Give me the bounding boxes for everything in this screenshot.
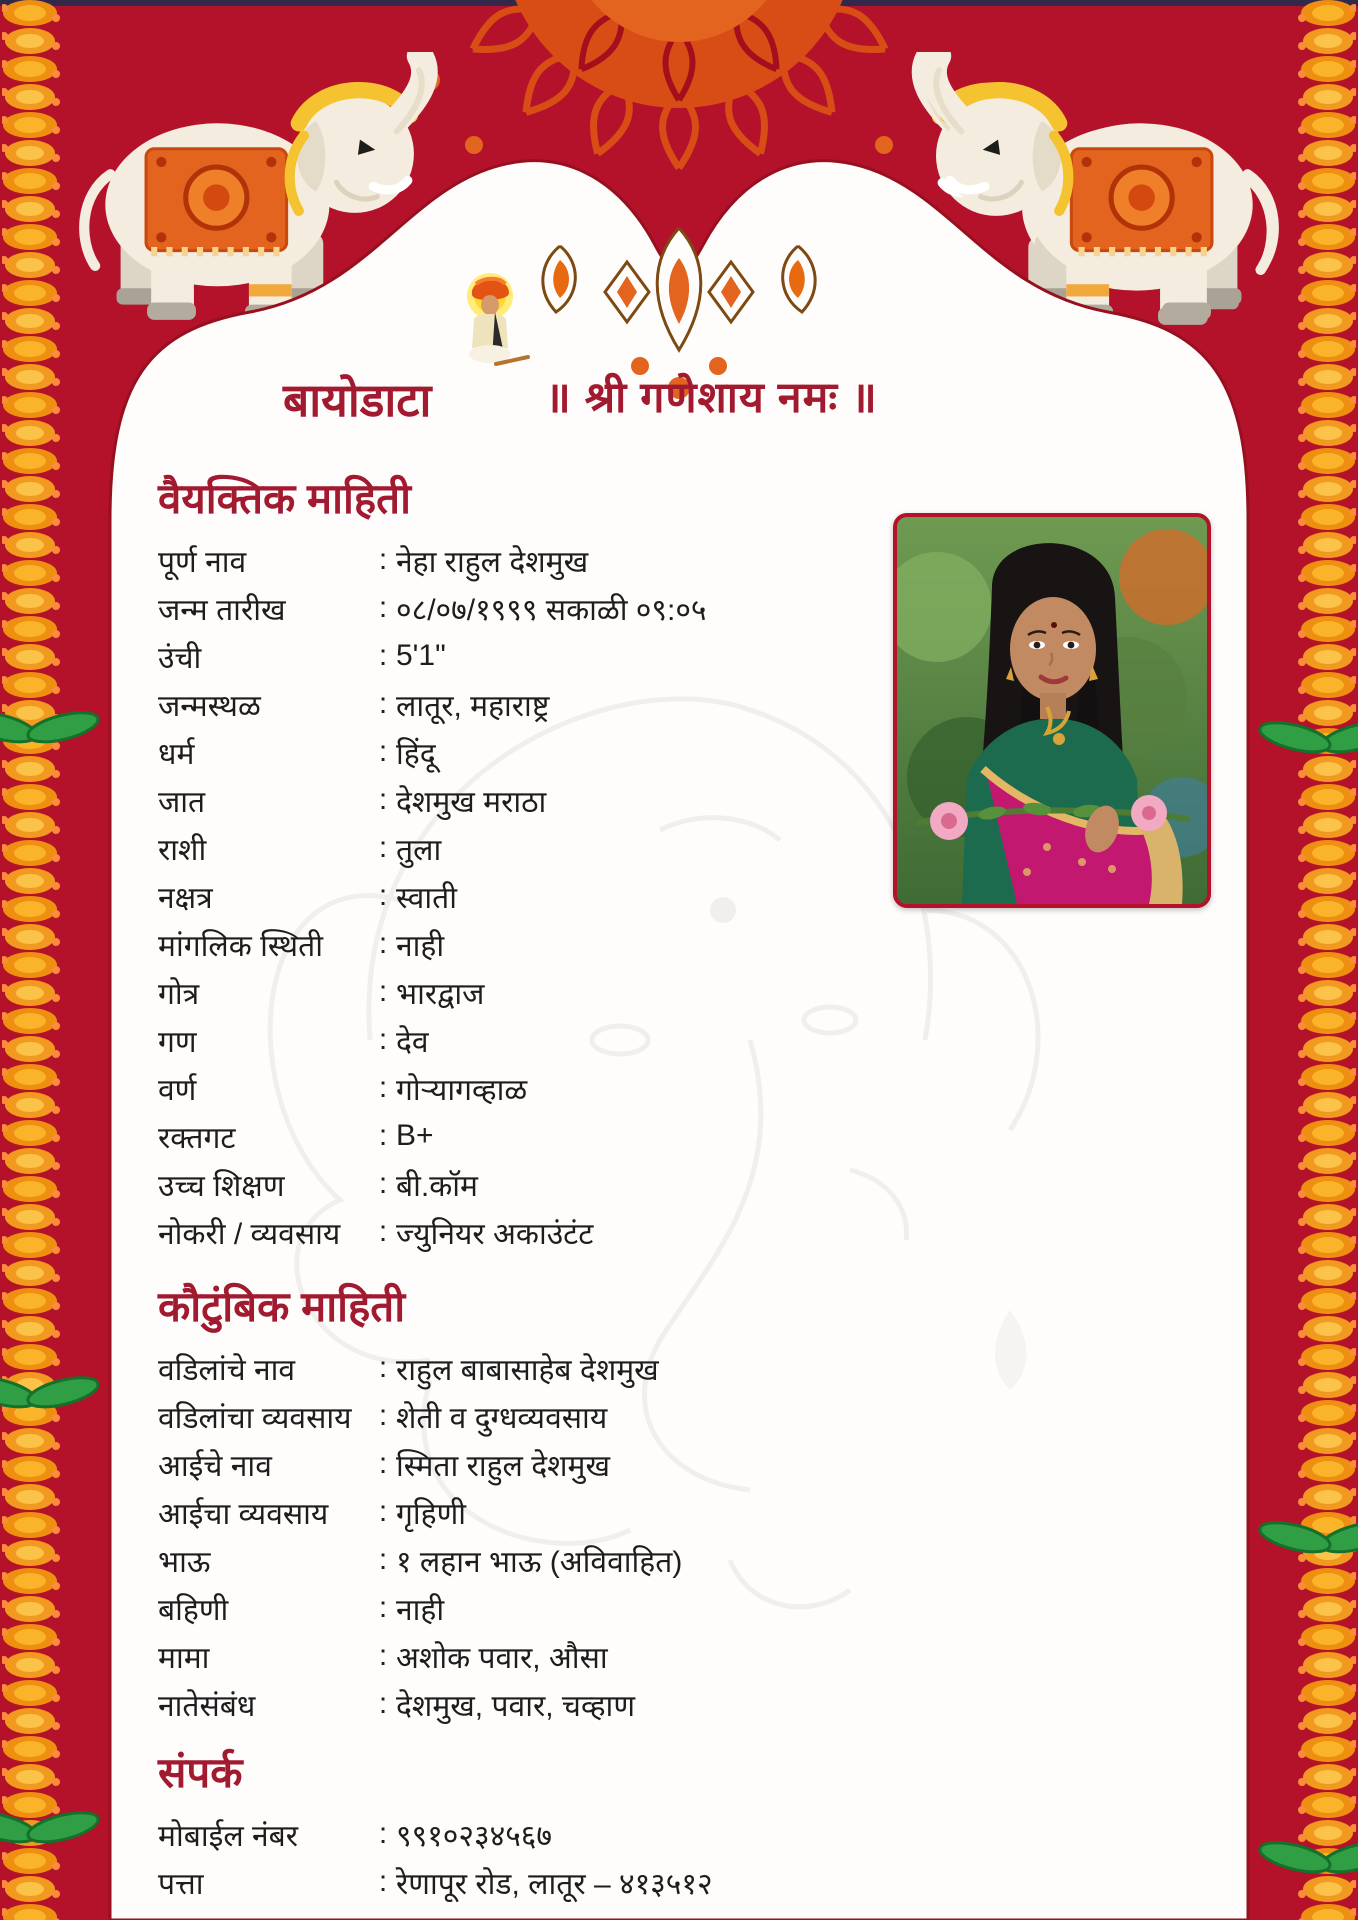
field-value: बी.कॉम [396, 1169, 478, 1203]
field-label: उच्च शिक्षण [158, 1169, 285, 1203]
field-row [158, 1112, 898, 1160]
field-value: नाही [396, 1593, 445, 1627]
field-value: गोऱ्यागव्हाळ [396, 1073, 528, 1107]
field-label: पत्ता [158, 1867, 204, 1901]
field-label: आईचे नाव [158, 1449, 272, 1483]
colon-separator: : [378, 1687, 388, 1720]
field-row [158, 1680, 898, 1728]
field-label: जात [158, 785, 206, 819]
field-row [158, 536, 898, 584]
field-row [158, 776, 898, 824]
field-label: नक्षत्र [158, 881, 213, 915]
field-value: देशमुख मराठा [396, 785, 547, 819]
field-row [158, 1016, 898, 1064]
field-row [158, 1810, 898, 1858]
field-label: आईचा व्यवसाय [158, 1497, 329, 1531]
field-label: वडिलांचा व्यवसाय [158, 1401, 352, 1435]
field-label: जन्म तारीख [158, 593, 286, 627]
field-value: देव [396, 1025, 429, 1059]
field-label: धर्म [158, 737, 195, 771]
field-row [158, 1392, 898, 1440]
colon-separator: : [378, 735, 388, 768]
field-row [158, 1632, 898, 1680]
field-row [158, 680, 898, 728]
colon-separator: : [378, 1865, 388, 1898]
field-value: स्मिता राहुल देशमुख [396, 1449, 611, 1483]
field-value: १ लहान भाऊ (अविवाहित) [396, 1545, 683, 1579]
colon-separator: : [378, 1639, 388, 1672]
field-row [158, 1064, 898, 1112]
section-family [158, 1280, 898, 1728]
section-personal [158, 472, 898, 1256]
field-row [158, 1584, 898, 1632]
colon-separator: : [378, 975, 388, 1008]
field-value: अशोक पवार, औसा [396, 1641, 608, 1675]
field-value: ज्युनियर अकाउंटंट [396, 1217, 594, 1251]
field-value: स्वाती [396, 881, 457, 915]
colon-separator: : [378, 687, 388, 720]
field-value: ९९१०२३४५६७ [396, 1819, 552, 1853]
field-value: नाही [396, 929, 445, 963]
colon-separator: : [378, 1495, 388, 1528]
section-heading-family: कौटुंबिक माहिती [158, 1283, 406, 1330]
field-value: भारद्वाज [396, 977, 485, 1011]
field-value: तुला [396, 833, 442, 867]
saint-icon [448, 268, 532, 372]
field-value: B+ [396, 1119, 434, 1152]
field-row [158, 1858, 898, 1906]
field-label: मोबाईल नंबर [158, 1819, 299, 1853]
field-value: 5'1" [396, 639, 446, 672]
colon-separator: : [378, 831, 388, 864]
field-label: रक्तगट [158, 1121, 236, 1155]
field-value: शेती व दुग्धव्यवसाय [396, 1401, 608, 1435]
colon-separator: : [378, 543, 388, 576]
field-label: जन्मस्थळ [158, 689, 261, 723]
colon-separator: : [378, 1399, 388, 1432]
field-value: हिंदू [396, 737, 436, 771]
field-label: उंची [158, 641, 202, 675]
field-row [158, 584, 898, 632]
colon-separator: : [378, 1591, 388, 1624]
mantra-text: ॥ श्री गणेशाय नमः ॥ [545, 374, 878, 422]
section-contact [158, 1746, 898, 1906]
field-label: मांगलिक स्थिती [158, 929, 323, 963]
field-row [158, 728, 898, 776]
marigold-garland-right [1248, 0, 1358, 1920]
colon-separator: : [378, 1817, 388, 1850]
colon-separator: : [378, 1023, 388, 1056]
colon-separator: : [378, 1543, 388, 1576]
field-row [158, 1488, 898, 1536]
colon-separator: : [378, 879, 388, 912]
field-value: गृहिणी [396, 1497, 467, 1531]
field-label: गण [158, 1025, 197, 1059]
field-label: वर्ण [158, 1073, 197, 1107]
colon-separator: : [378, 1071, 388, 1104]
colon-separator: : [378, 1215, 388, 1248]
marigold-garland-left [0, 0, 110, 1920]
field-row [158, 824, 898, 872]
profile-photo-illustration [897, 517, 1207, 904]
field-value: नेहा राहुल देशमुख [396, 545, 589, 579]
field-value: देशमुख, पवार, चव्हाण [396, 1689, 636, 1723]
field-label: बहिणी [158, 1593, 229, 1627]
field-row [158, 1536, 898, 1584]
field-row [158, 632, 898, 680]
field-label: वडिलांचे नाव [158, 1353, 296, 1387]
field-label: गोत्र [158, 977, 200, 1011]
field-row [158, 1208, 898, 1256]
field-label: नोकरी / व्यवसाय [158, 1217, 341, 1251]
field-row [158, 968, 898, 1016]
field-value: राहुल बाबासाहेब देशमुख [396, 1353, 659, 1387]
field-row [158, 872, 898, 920]
field-row [158, 1344, 898, 1392]
field-label: भाऊ [158, 1545, 211, 1579]
field-value: लातूर, महाराष्ट्र [396, 689, 550, 723]
field-label: मामा [158, 1641, 210, 1675]
field-value: ०८/०७/१९९९ सकाळी ०९:०५ [396, 593, 707, 627]
colon-separator: : [378, 783, 388, 816]
colon-separator: : [378, 591, 388, 624]
biodata-content [158, 472, 898, 1906]
page-title: बायोडाटा [283, 374, 432, 426]
field-label: राशी [158, 833, 207, 867]
colon-separator: : [378, 639, 388, 672]
colon-separator: : [378, 1351, 388, 1384]
field-row [158, 1440, 898, 1488]
section-heading-personal: वैयक्तिक माहिती [158, 475, 411, 522]
field-label: पूर्ण नाव [158, 545, 247, 579]
profile-photo [893, 513, 1211, 908]
field-row [158, 920, 898, 968]
colon-separator: : [378, 1167, 388, 1200]
colon-separator: : [378, 927, 388, 960]
field-row [158, 1160, 898, 1208]
colon-separator: : [378, 1447, 388, 1480]
field-value: रेणापूर रोड, लातूर – ४१३५१२ [396, 1867, 713, 1901]
section-heading-contact: संपर्क [158, 1749, 243, 1796]
colon-separator: : [378, 1119, 388, 1152]
field-label: नातेसंबंध [158, 1689, 256, 1723]
